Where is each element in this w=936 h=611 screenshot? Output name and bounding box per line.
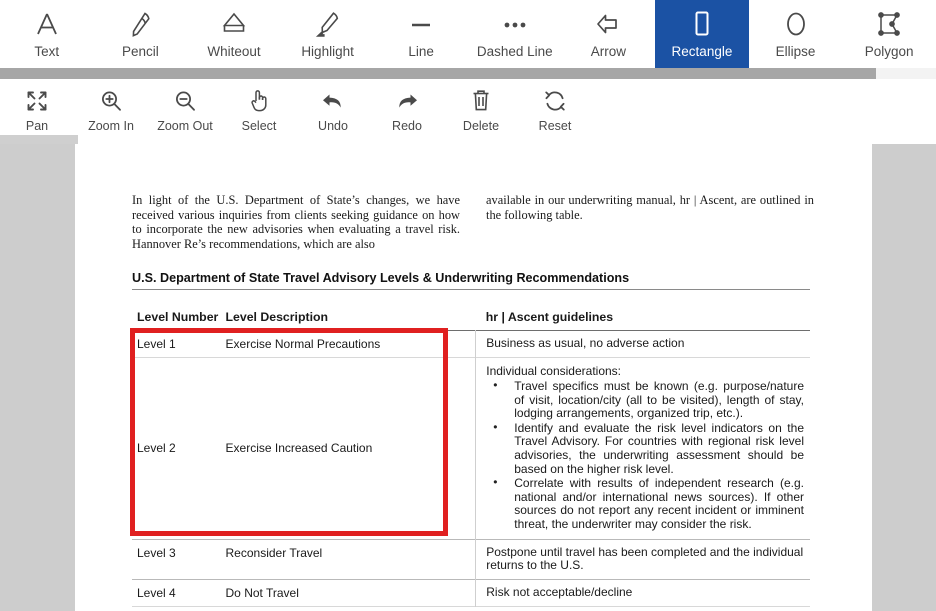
column-header-guidelines: hr | Ascent guidelines [485,310,614,324]
tool-delete[interactable] [444,79,518,134]
line-icon [406,8,436,40]
tool-label: Zoom Out [157,119,213,133]
tool-label: Rectangle [671,44,733,59]
polygon-icon [874,8,904,40]
tool-label: Pencil [122,44,159,59]
cell-level-description: Reconsider Travel [225,545,323,560]
tool-label: Reset [538,119,572,133]
tool-whiteout[interactable] [187,0,281,68]
whiteout-icon [220,8,248,40]
rectangle-icon [690,8,714,40]
tool-label: Undo [318,119,348,133]
text-icon [34,8,60,40]
tool-select[interactable] [222,79,296,134]
tool-pencil[interactable] [94,0,188,68]
tool-pan[interactable] [0,79,74,134]
list-item: • Travel specifics must be known (e.g. purpose/nature of visit, location/city (all to be visited), length of stay, lodging arrangements, organized trip, etc.). [486,380,804,421]
redo-icon [394,87,420,114]
paragraph-column-right: available in our underwriting manual, hr | Ascent, are outlined in the following table. [486,193,814,222]
arrow-icon [594,8,622,40]
paragraph-column-left: In light of the U.S. Department of State’s changes, we have received various inquiries from clients seeking guidance on how to incorporate the new advisories when evaluating a travel risk. Hannover Re’s recommendations, which are also [132,193,460,251]
cell-level-number: Level 1 [137,337,176,351]
tool-label: Delete [462,119,500,133]
cell-level-description: Exercise Increased Caution [225,441,373,456]
cell-guidelines: Postpone until travel has been completed and the individual returns to the U.S. [476,539,810,579]
tool-label: Pan [25,119,49,133]
intro-paragraph [132,193,814,251]
pdf-page[interactable] [75,144,872,611]
reset-icon [543,87,567,114]
tool-label: Select [241,119,277,133]
tool-highlight[interactable] [281,0,375,68]
cell-level-number: Level 4 [137,585,176,600]
table-title: U.S. Department of State Travel Advisory Levels & Underwriting Recommendations [132,271,810,290]
tool-zoom-out[interactable] [148,79,222,134]
table-row [132,579,810,606]
tool-arrow[interactable] [562,0,656,68]
pan-icon [25,87,49,114]
tool-label: Whiteout [207,44,261,59]
pdf-page-content [75,144,872,611]
annotation-toolbar [0,0,936,68]
tool-label: Text [34,44,60,59]
column-header-level-number: Level Number [137,310,219,324]
toolbar-scrollbar-horizontal-secondary[interactable] [0,135,936,144]
tool-line[interactable] [374,0,468,68]
cell-guidelines [476,358,810,540]
column-header-level-description: Level Description [225,310,329,324]
toolbar-scrollbar-horizontal[interactable] [0,68,936,79]
table-header-row [132,304,810,331]
cell-level-number: Level 3 [137,545,176,560]
tool-label: Arrow [590,44,626,59]
tool-label: Dashed Line [476,44,553,59]
tool-label: Redo [392,119,422,133]
considerations-intro: Individual considerations: [486,364,621,378]
zoom-in-icon [99,87,123,114]
tool-label: Polygon [864,44,914,59]
list-item: • Identify and evaluate the risk level indicators on the Travel Advisory. For countries with regional risk level advisories, the underwriting assessment should be based on the higher risk level. [486,422,804,476]
list-item: • Correlate with results of independent research (e.g. national and/or international news sources). If other sources do not report any recent incident or imminent threat, the underwriter may consider the risk. [486,477,804,531]
tool-label: Highlight [301,44,354,59]
tool-redo[interactable] [370,79,444,134]
ellipse-icon [782,8,810,40]
scrollbar-thumb[interactable] [0,68,876,79]
cell-guidelines: Risk not acceptable/decline [476,579,810,606]
document-viewer[interactable] [0,144,936,611]
undo-icon [320,87,346,114]
tool-reset[interactable] [518,79,592,134]
tool-ellipse[interactable] [749,0,843,68]
tool-zoom-in[interactable] [74,79,148,134]
pencil-icon [127,8,153,40]
cell-level-description: Exercise Normal Precautions [225,337,381,351]
cell-level-description: Do Not Travel [225,585,299,600]
tool-polygon[interactable] [842,0,936,68]
tool-undo[interactable] [296,79,370,134]
tool-text[interactable] [0,0,94,68]
zoom-out-icon [173,87,197,114]
navigation-toolbar [0,79,936,136]
scrollbar-thumb[interactable] [0,135,78,144]
table-row [132,539,810,579]
cell-level-number: Level 2 [137,441,176,456]
considerations-list [486,380,804,532]
tool-rectangle[interactable] [655,0,749,68]
tool-label: Zoom In [88,119,134,133]
highlight-icon [315,8,341,40]
dashed-line-icon [498,8,532,40]
tool-label: Ellipse [775,44,816,59]
trash-icon [470,87,492,114]
tool-label: Line [408,44,434,59]
tool-dashed-line[interactable] [468,0,562,68]
rectangle-annotation[interactable] [130,328,448,536]
cell-guidelines: Business as usual, no adverse action [476,331,810,358]
select-hand-icon [247,87,271,114]
